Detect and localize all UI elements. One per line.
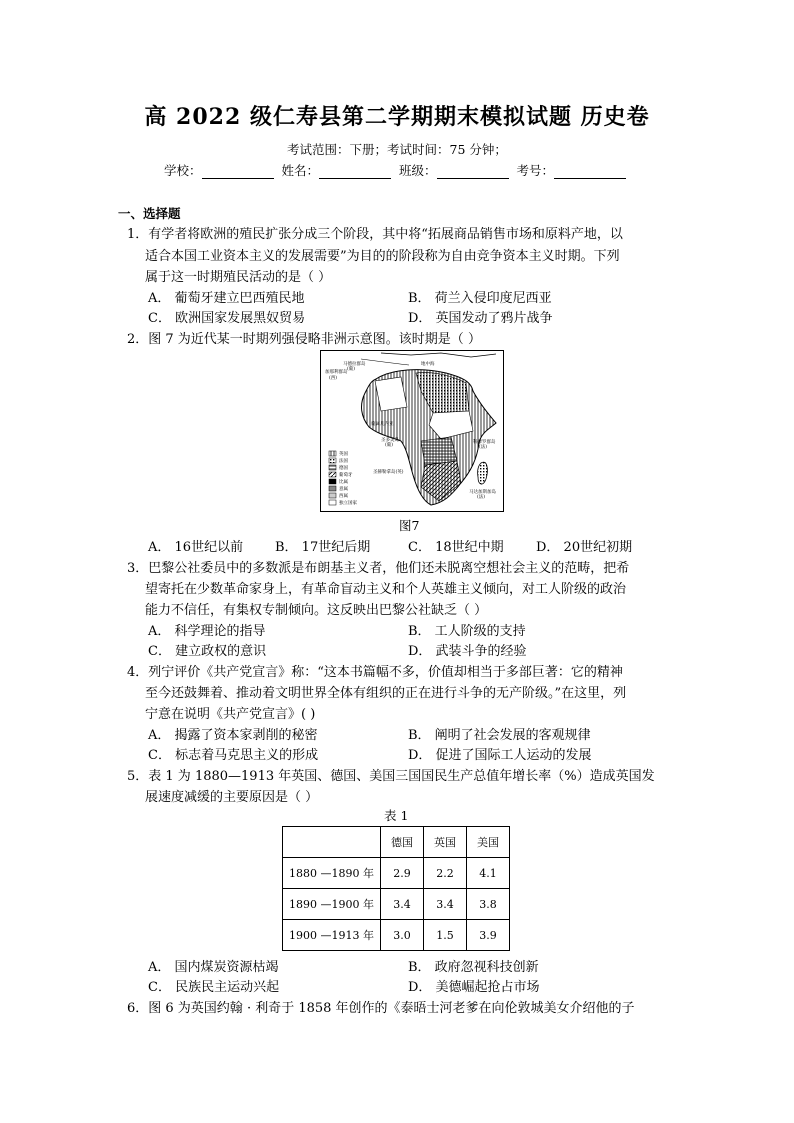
class-blank[interactable] [437,164,509,179]
q6-line-1: 6．图 6 为英国约翰 · 利奇于 1858 年创作的《泰晤士河老爹在向伦敦城美女介绍他的子 [127,1001,635,1016]
table-header-row [283,827,510,858]
table-cell: 2.9 [381,858,424,889]
table-cell: 1.5 [424,920,467,951]
q5-option-b[interactable]: B． 政府忽视科技创新 [408,960,539,975]
q4-line-3: 宁意在说明《共产党宣言》( ) [145,707,316,722]
q5-line-1: 5．表 1 为 1880—1913 年英国、德国、美国三国国民生产总值年增长率（%）造成英国发 [127,769,655,784]
q4-line-2: 至今还鼓舞着、推动着文明世界全体有组织的正在进行斗争的无产阶级。”在这里，列 [145,686,627,701]
madagascar-shape [478,462,488,484]
q1-option-d[interactable]: D． 英国发动了鸦片战争 [408,311,553,326]
map-label-comoros: 科摩罗群岛 [473,440,496,445]
exam-number-label: 考号： [516,163,554,178]
table-cell: 3.9 [467,920,510,951]
map-label-sao-tome-owner: (葡) [385,443,394,448]
gnp-growth-table [282,826,510,951]
table-cell: 3.4 [381,889,424,920]
map-label-st-helena: 圣赫勒拿岛(英) [373,470,404,475]
q4-option-d[interactable]: D． 促进了国际工人运动的发展 [408,748,592,763]
q5-option-c[interactable]: C． 民族民主运动兴起 [148,980,280,995]
legend-portugal: 葡萄牙 [339,473,353,478]
table-cell: 1880 —1890 年 [283,858,381,889]
q3-option-a[interactable]: A． 科学理论的指导 [148,624,266,639]
q1-line-3: 属于这一时期殖民活动的是（ ） [145,270,332,285]
q5-line-2: 展速度减缓的主要原因是（ ） [145,790,319,805]
table-cell: 3.8 [467,889,510,920]
q3-option-d[interactable]: D． 武装斗争的经验 [408,644,527,659]
exam-number-blank[interactable] [554,164,626,179]
legend-spain: 西属 [339,494,348,499]
q2-line: 2．图 7 为近代某一时期列强侵略非洲示意图。该时期是（ ） [127,332,481,347]
map-label-canary-owner: (西) [329,376,338,381]
section-title: 一、选择题 [118,206,181,221]
table-header-cell: 英国 [424,827,467,858]
table-cell: 1900 —1913 年 [283,920,381,951]
table-row [283,920,510,951]
q5-option-a[interactable]: A． 国内煤炭资源枯竭 [148,960,279,975]
student-info-row [0,161,794,179]
q4-option-b[interactable]: B． 阐明了社会发展的客观规律 [408,728,591,743]
legend-italy: 意属 [339,487,348,492]
q3-option-b[interactable]: B． 工人阶级的支持 [408,624,526,639]
africa-map-figure [320,350,504,512]
table-header-cell: 德国 [381,827,424,858]
q3-line-3: 能力不信任，有集权专制倾向。这反映出巴黎公社缺乏（ ） [145,603,488,618]
q5-option-d[interactable]: D． 美德崛起抢占市场 [408,980,540,995]
q4-option-a[interactable]: A． 揭露了资本家剥削的秘密 [148,728,318,743]
table-header-cell [283,827,381,858]
map-label-madeira-owner: (葡) [347,367,356,372]
exam-title: 高 2022 级仁寿县第二学期期末模拟试题 历史卷 [144,104,650,130]
name-label: 姓名： [281,163,319,178]
q2-option-b[interactable]: B． 17世纪后期 [275,540,371,555]
school-blank[interactable] [202,164,274,179]
q4-line-1: 4．列宁评价《共产党宣言》称：“这本书篇幅不多，价值却相当于多部巨著：它的精神 [127,665,623,680]
q2-option-a[interactable]: A． 16世纪以前 [148,540,244,555]
map-label-canary: 加那利群岛 [325,370,348,375]
map-label-comoros-owner: (法) [479,445,488,450]
map-label-portuguese-guinea: 葡属几内亚 [371,422,394,427]
map-label-sao-tome: 圣多美岛 [381,438,399,443]
exam-subtitle: 考试范围：下册；考试时间：75 分钟； [287,142,507,157]
map-legend [329,450,357,506]
legend-britain: 英国 [339,452,348,457]
map-label-mediterranean: 地中海 [421,362,435,367]
legend-independent: 独立国家 [339,501,357,506]
q1-line-2: 适合本国工业资本主义的发展需要”为目的的阶段称为自由竞争资本主义时期。下列 [145,249,620,264]
table-row [283,889,510,920]
q1-line-1: 1．有学者将欧洲的殖民扩张分成三个阶段，其中将“拓展商品销售市场和原料产地，以 [127,227,623,242]
map-label-madagascar: 马达加斯加岛 [469,490,496,495]
q1-option-b[interactable]: B． 荷兰入侵印度尼西亚 [408,291,552,306]
table-1-caption: 表 1 [384,808,409,823]
map-label-madagascar-owner: (法) [477,495,486,500]
map-label-madeira: 马德拉群岛 [343,362,366,367]
q2-option-c[interactable]: C． 18世纪中期 [408,540,504,555]
class-label: 班级： [398,163,437,178]
school-label: 学校： [163,163,202,178]
table-cell: 4.1 [467,858,510,889]
legend-belgium: 比属 [339,480,348,485]
table-cell: 3.4 [424,889,467,920]
q2-option-d[interactable]: D． 20世纪初期 [536,540,633,555]
legend-germany: 德国 [339,466,348,471]
q3-line-1: 3．巴黎公社委员中的多数派是布朗基主义者，他们还未脱离空想社会主义的范畴，把希 [127,561,630,576]
name-blank[interactable] [319,164,391,179]
legend-france: 法国 [339,459,348,464]
table-cell: 3.0 [381,920,424,951]
q3-line-2: 望寄托在少数革命家身上，有革命盲动主义和个人英雄主义倾向，对工人阶级的政治 [145,582,627,597]
table-header-cell: 美国 [467,827,510,858]
q3-option-c[interactable]: C． 建立政权的意识 [148,644,267,659]
table-row [283,858,510,889]
figure-7-caption: 图7 [399,518,420,533]
q4-option-c[interactable]: C． 标志着马克思主义的形成 [148,748,319,763]
table-cell: 2.2 [424,858,467,889]
africa-map-svg [321,351,503,511]
table-cell: 1890 —1900 年 [283,889,381,920]
q1-option-c[interactable]: C． 欧洲国家发展黑奴贸易 [148,311,306,326]
q1-option-a[interactable]: A． 葡萄牙建立巴西殖民地 [148,291,305,306]
